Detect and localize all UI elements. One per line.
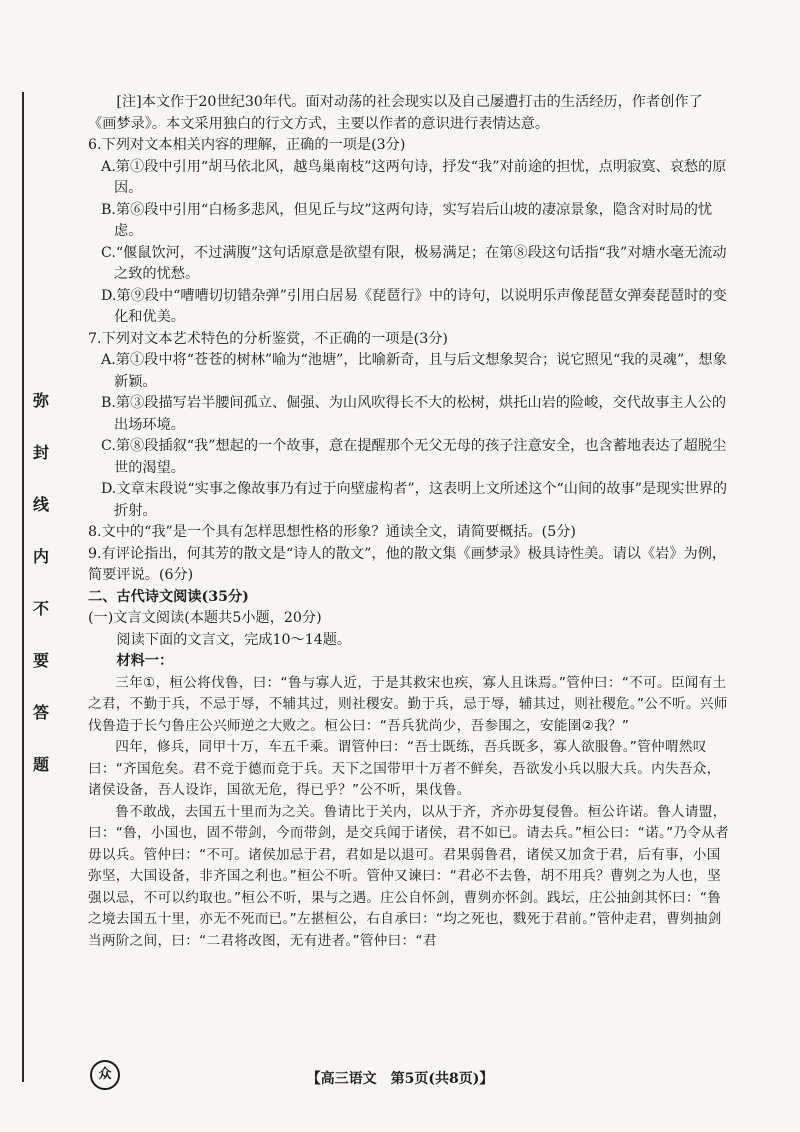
passage-paragraph: 三年①，桓公将伐鲁，曰：“鲁与寡人近，于是其救宋也疾，寡人且诛焉。”管仲曰：“不可。臣闻有土之君，不勤于兵，不忌于辱，不辅其过，则社稷安。勤于兵，忌于辱，辅其过，则社稷危。”公不听。兴师伐鲁造于长勺鲁庄公兴师逆之大败之。桓公曰：“吾兵犹尚少，吾参围之，安能圉②我？” (88, 674, 728, 734)
q7-stem: 7.下列对文本艺术特色的分析鉴赏，不正确的一项是(3分) (88, 330, 448, 347)
q6-stem: 6.下列对文本相关内容的理解，正确的一项是(3分) (88, 137, 406, 153)
q6-option-a: A.第①段中引用“胡马依北风，越鸟巢南枝”这两句诗，抒发“我”对前途的担忧，点明寂寞、哀愁的原因。 (101, 158, 727, 196)
q6-option-b: B.第⑥段中引用“白杨多悲风，但见丘与坟”这两句诗，实写岩后山坡的凄凉景象，隐含对时局的忧虑。 (101, 201, 713, 239)
q7-option-a: A.第①段中将“苍苍的树林”喻为“池塘”，比喻新奇，且与后文想象契合；说它照见“我的灵魂”，想象新颖。 (101, 352, 727, 390)
seal-char: 封 (32, 443, 49, 462)
seal-char: 答 (32, 703, 49, 722)
passage-paragraph: 鲁不敢战，去国五十里而为之关。鲁请比于关内，以从于齐，齐亦毋复侵鲁。桓公许诺。鲁人请盟，曰：“鲁，小国也，固不带剑，今而带剑，是交兵闻于诸侯，君不如已。请去兵。”桓公曰：“诺。”乃令从者毋以兵。管仲曰：“不可。诸侯加忌于君，君如是以退可。君果弱鲁君，诸侯又加贪于君，后有事，小国弥坚，大国设备，非齐国之利也。”桓公不听。管仲又谏曰：“君必不去鲁，胡不用兵？曹刿之为人也，坚强以忌，不可以约取也。”桓公不听，果与之遇。庄公自怀剑，曹刿亦怀剑。践坛，庄公抽剑其怀曰：“鲁之境去国五十里，亦无不死而已。”左揕桓公，右自承曰：“均之死也，戮死于君前。”管仲走君，曹刿抽剑当两阶之间，曰：“二君将改图，无有进者。”管仲曰：“君 (88, 803, 729, 949)
passage-paragraph: 四年，修兵，同甲十万，车五千乘。谓管仲曰：“吾士既练，吾兵既多，寡人欲服鲁。”管仲喟然叹曰：“齐国危矣。君不竞于德而竞于兵。天下之国带甲十万者不鲜矣，吾欲发小兵以服大兵。内失吾众，诸侯设备，吾人设诈，国欲无危，得已乎？”公不听，果伐鲁。 (88, 739, 721, 798)
q8: 8.文中的“我”是一个具有怎样思想性格的形象？通读全文，请简要概括。(5分) (88, 524, 576, 540)
binding-line (22, 92, 24, 1082)
subsection-1-heading: (一)文言文阅读(本题共5小题，20分) (88, 610, 322, 626)
q9: 9.有评论指出，何其芳的散文是“诗人的散文”，他的散文集《画梦录》极具诗性美。请以《岩》为例，简要评说。(6分) (88, 545, 727, 583)
note: [注]本文作于20世纪30年代。面对动荡的社会现实以及自己屡遭打击的生活经历，作者创作了《画梦录》。本文采用独白的行文方式，主要以作者的意识进行表情达意。 (88, 94, 703, 132)
section-2-heading: 二、古代诗文阅读(35分) (88, 588, 249, 605)
seal-char: 不 (32, 599, 49, 618)
q7-option-c: C.第⑧段插叙“我”想起的一个故事，意在提醒那个无父无母的孩子注意安全，也含蓄地表达了超脱尘世的渴望。 (101, 438, 727, 476)
seal-char: 线 (32, 495, 49, 514)
q7-option-b: B.第③段描写岩半腰间孤立、倔强、为山风吹得长不大的松树，烘托山岩的险峻，交代故事主人公的出场环境。 (101, 395, 727, 433)
publisher-logo-icon: 众 (90, 1060, 120, 1090)
q6-option-c: C.“偃鼠饮河，不过满腹”这句话原意是欲望有限，极易满足；在第⑧段这句话指“我”对塘水毫无流动之致的忧愁。 (101, 244, 727, 282)
seal-char: 题 (32, 755, 49, 774)
page-footer: 【高三语文 第5页(共8页)】 (306, 1071, 494, 1087)
material-1-title: 材料一： (116, 653, 174, 669)
page-content (88, 92, 730, 952)
seal-char: 弥 (32, 391, 49, 410)
q6-option-d: D.第⑨段中“嘈嘈切切错杂弹”引用白居易《琵琶行》中的诗句，以说明乐声像琵琶女弹奏琵琶时的变化和优美。 (101, 287, 727, 325)
q7-option-d: D.文章末段说“实事之像故事乃有过于向壁虚构者”，这表明上文所述这个“山间的故事”是现实世界的折射。 (101, 481, 728, 519)
seal-char: 要 (32, 651, 49, 670)
reading-instruction: 阅读下面的文言文，完成10～14题。 (116, 631, 352, 648)
seal-char: 内 (32, 547, 49, 566)
seal-line-text (28, 375, 54, 791)
